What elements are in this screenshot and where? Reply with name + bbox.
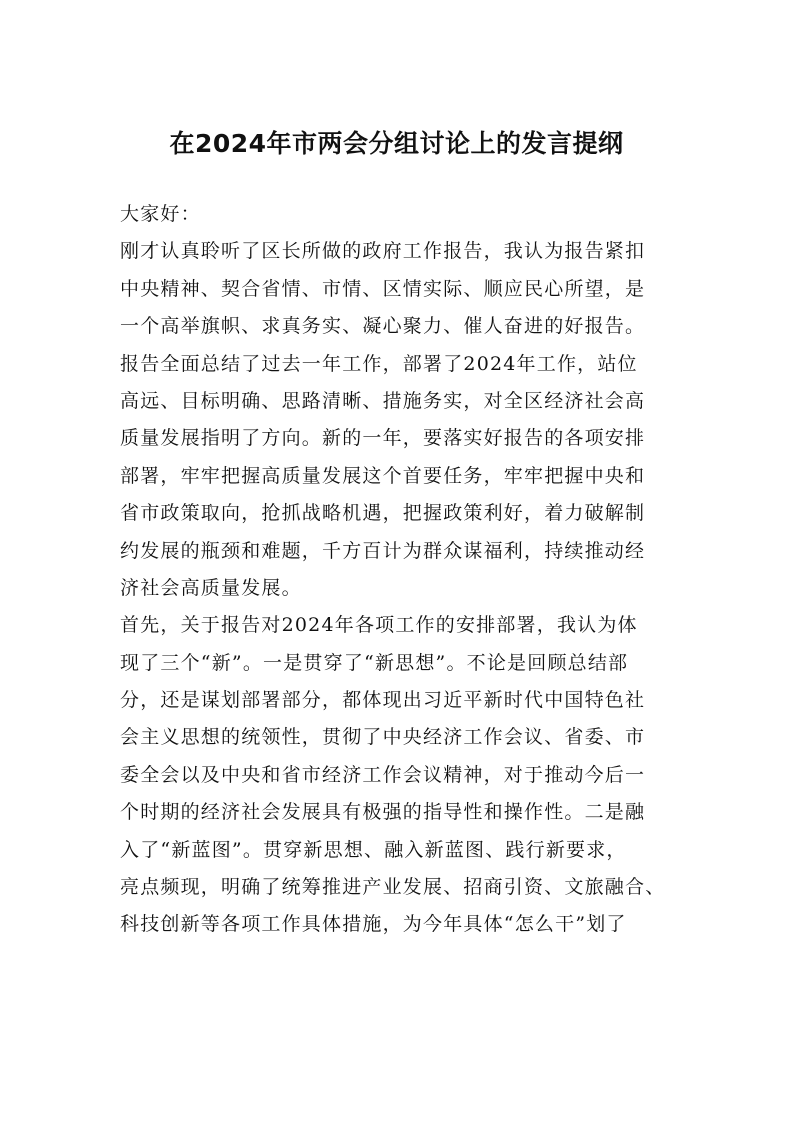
text-line: 入了“新蓝图”。贯穿新思想、融入新蓝图、践行新要求， bbox=[120, 838, 627, 861]
text-line: 省市政策取向，抢抓战略机遇，把握政策利好，着力破解制 bbox=[120, 502, 646, 525]
text-line: 委全会以及中央和省市经济工作会议精神，对于推动今后一 bbox=[120, 763, 646, 786]
document-title: 在2024年市两会分组讨论上的发言提纲 bbox=[169, 129, 624, 158]
text-line: 刚才认真聆听了区长所做的政府工作报告，我认为报告紧扣 bbox=[120, 240, 646, 263]
greeting-line: 大家好： bbox=[120, 203, 201, 225]
text-line: 济社会高质量发展。 bbox=[120, 576, 302, 599]
text-line: 约发展的瓶颈和难题，千方百计为群众谋福利，持续推动经 bbox=[120, 539, 646, 562]
text-line: 科技创新等各项工作具体措施，为今年具体“怎么干”划了 bbox=[120, 913, 627, 936]
text-line: 高远、目标明确、思路清晰、措施务实，对全区经济社会高 bbox=[120, 389, 646, 412]
text-line: 现了三个“新”。一是贯穿了“新思想”。不论是回顾总结部 bbox=[120, 651, 629, 674]
text-line: 中央精神、契合省情、市情、区情实际、顺应民心所望，是 bbox=[120, 277, 646, 300]
text-line: 首先，关于报告对2024年各项工作的安排部署，我认为体 bbox=[120, 614, 638, 637]
text-line: 分，还是谋划部署部分，都体现出习近平新时代中国特色社 bbox=[120, 689, 646, 712]
text-line: 一个高举旗帜、求真务实、凝心聚力、催人奋进的好报告。 bbox=[120, 315, 646, 338]
text-line: 会主义思想的统领性，贯彻了中央经济工作会议、省委、市 bbox=[120, 726, 646, 749]
text-line: 报告全面总结了过去一年工作，部署了2024年工作，站位 bbox=[120, 352, 638, 375]
text-line: 部署，牢牢把握高质量发展这个首要任务，牢牢把握中央和 bbox=[120, 464, 646, 487]
text-line: 个时期的经济社会发展具有极强的指导性和操作性。二是融 bbox=[120, 801, 646, 824]
paragraph-2 bbox=[120, 607, 678, 944]
text-line: 亮点频现，明确了统筹推进产业发展、招商引资、文旅融合、 bbox=[120, 876, 666, 899]
text-line: 质量发展指明了方向。新的一年，要落实好报告的各项安排 bbox=[120, 427, 646, 450]
paragraph-1 bbox=[120, 233, 678, 607]
document-body bbox=[120, 196, 678, 944]
